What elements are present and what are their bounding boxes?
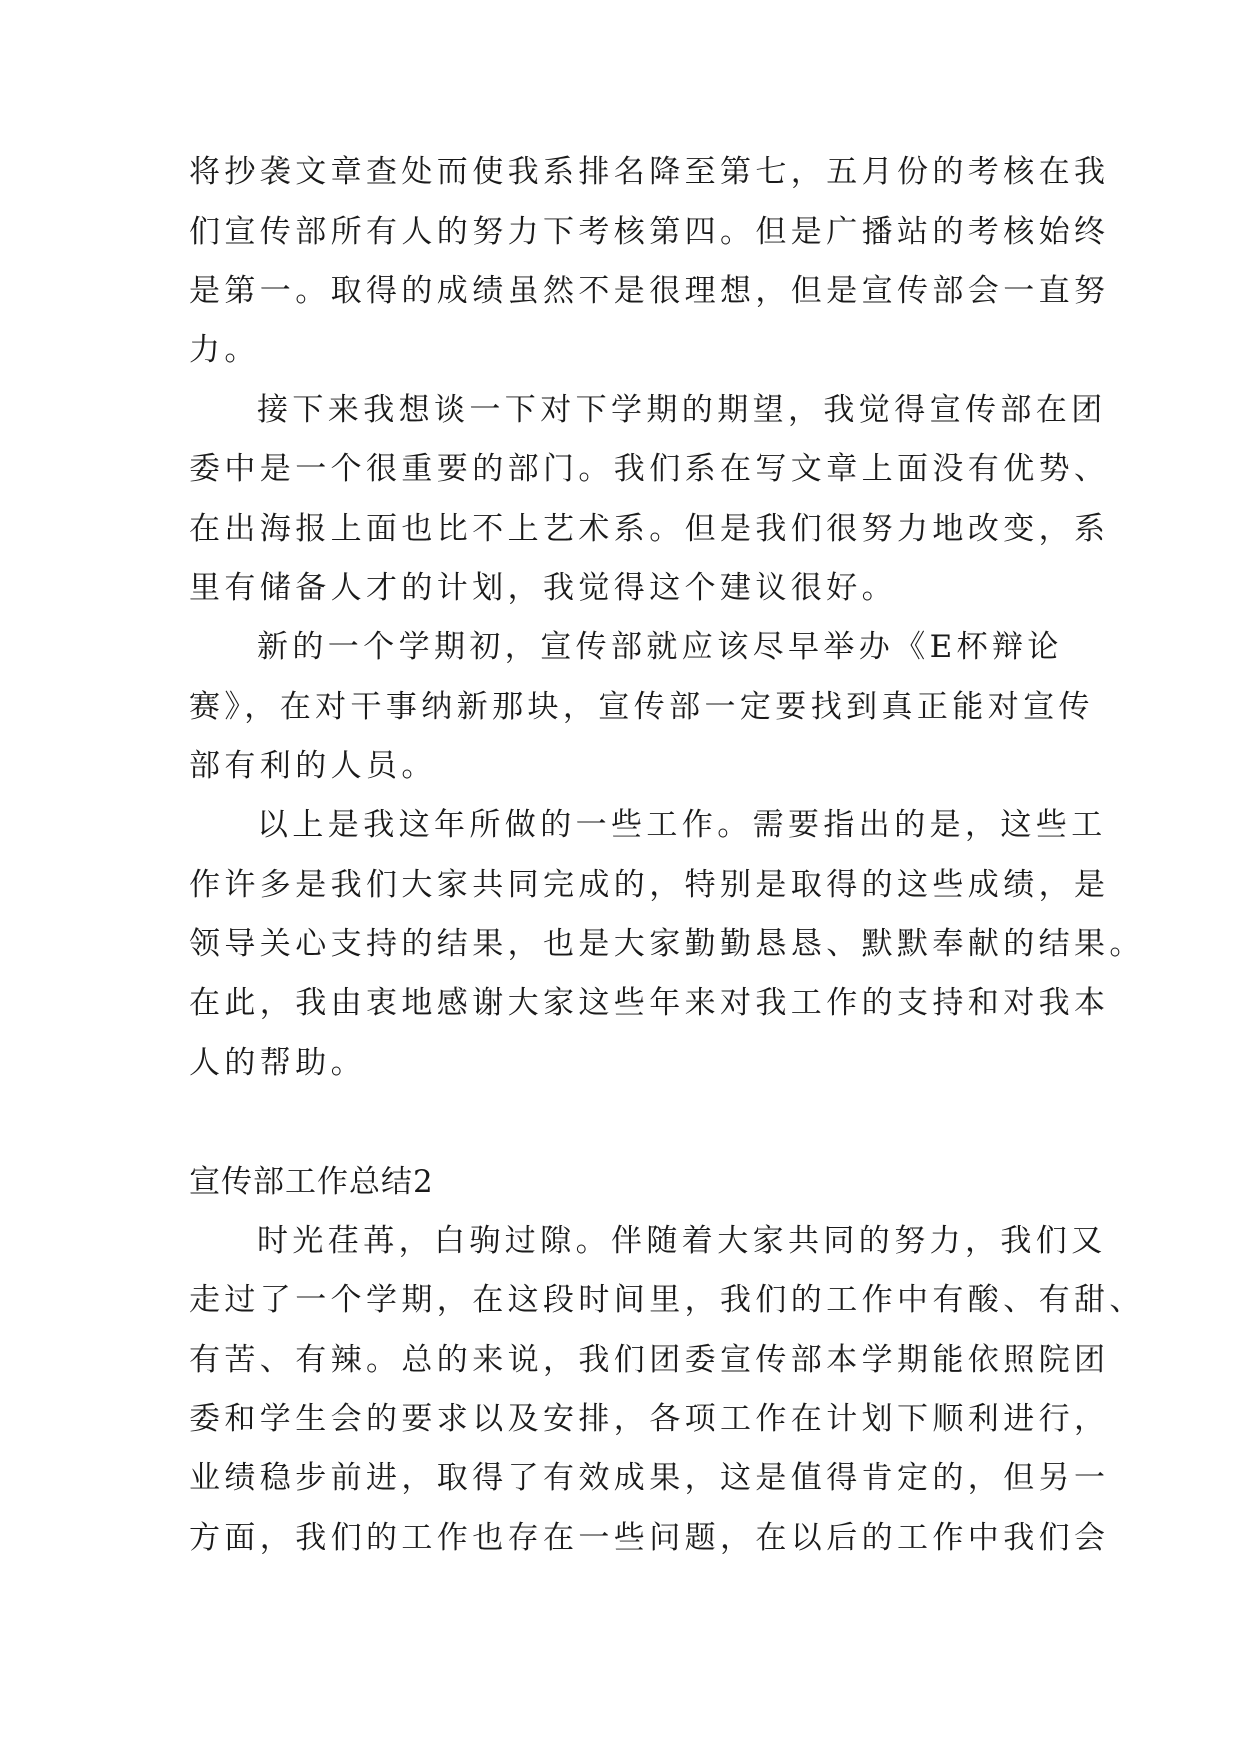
section-paragraph-line-1: 时光荏苒，白驹过隙。伴随着大家共同的努力，我们又 xyxy=(257,1223,1107,1259)
section-heading: 宣传部工作总结2 xyxy=(189,1164,434,1200)
section-paragraph-line-3: 有苦、有辣。总的来说，我们团委宣传部本学期能依照院团 xyxy=(189,1342,1110,1378)
paragraph-4-line-4: 在此，我由衷地感谢大家这些年来对我工作的支持和对我本 xyxy=(189,985,1110,1021)
paragraph-1-line-3: 是第一。取得的成绩虽然不是很理想，但是宣传部会一直努 xyxy=(189,273,1110,309)
paragraph-4-line-5: 人的帮助。 xyxy=(189,1045,366,1081)
paragraph-3-line-3: 部有利的人员。 xyxy=(189,748,437,784)
section-paragraph-line-4: 委和学生会的要求以及安排，各项工作在计划下顺利进行， xyxy=(189,1401,1110,1437)
paragraph-4-line-1: 以上是我这年所做的一些工作。需要指出的是，这些工 xyxy=(257,807,1107,843)
section-paragraph-line-5: 业绩稳步前进，取得了有效成果，这是值得肯定的，但另一 xyxy=(189,1460,1110,1496)
paragraph-4-line-2: 作许多是我们大家共同完成的，特别是取得的这些成绩，是 xyxy=(189,867,1110,903)
section-paragraph-line-6: 方面，我们的工作也存在一些问题，在以后的工作中我们会 xyxy=(189,1520,1110,1556)
paragraph-3-line-1: 新的一个学期初，宣传部就应该尽早举办《E杯辩论 xyxy=(257,629,1063,665)
paragraph-3-line-2: 赛》，在对干事纳新那块，宣传部一定要找到真正能对宣传 xyxy=(189,689,1094,725)
paragraph-4-line-3: 领导关心支持的结果，也是大家勤勤恳恳、默默奉献的结果。 xyxy=(189,926,1145,962)
paragraph-2-line-1: 接下来我想谈一下对下学期的期望，我觉得宣传部在团 xyxy=(257,392,1107,428)
paragraph-2-line-4: 里有储备人才的计划，我觉得这个建议很好。 xyxy=(189,570,897,606)
paragraph-1-line-1: 将抄袭文章查处而使我系排名降至第七，五月份的考核在我 xyxy=(189,154,1110,190)
paragraph-1-line-2: 们宣传部所有人的努力下考核第四。但是广播站的考核始终 xyxy=(189,214,1110,250)
paragraph-2-line-2: 委中是一个很重要的部门。我们系在写文章上面没有优势、 xyxy=(189,451,1110,487)
section-paragraph-line-2: 走过了一个学期，在这段时间里，我们的工作中有酸、有甜、 xyxy=(189,1282,1145,1318)
paragraph-2-line-3: 在出海报上面也比不上艺术系。但是我们很努力地改变，系 xyxy=(189,511,1110,547)
paragraph-1-line-4: 力。 xyxy=(189,332,260,368)
